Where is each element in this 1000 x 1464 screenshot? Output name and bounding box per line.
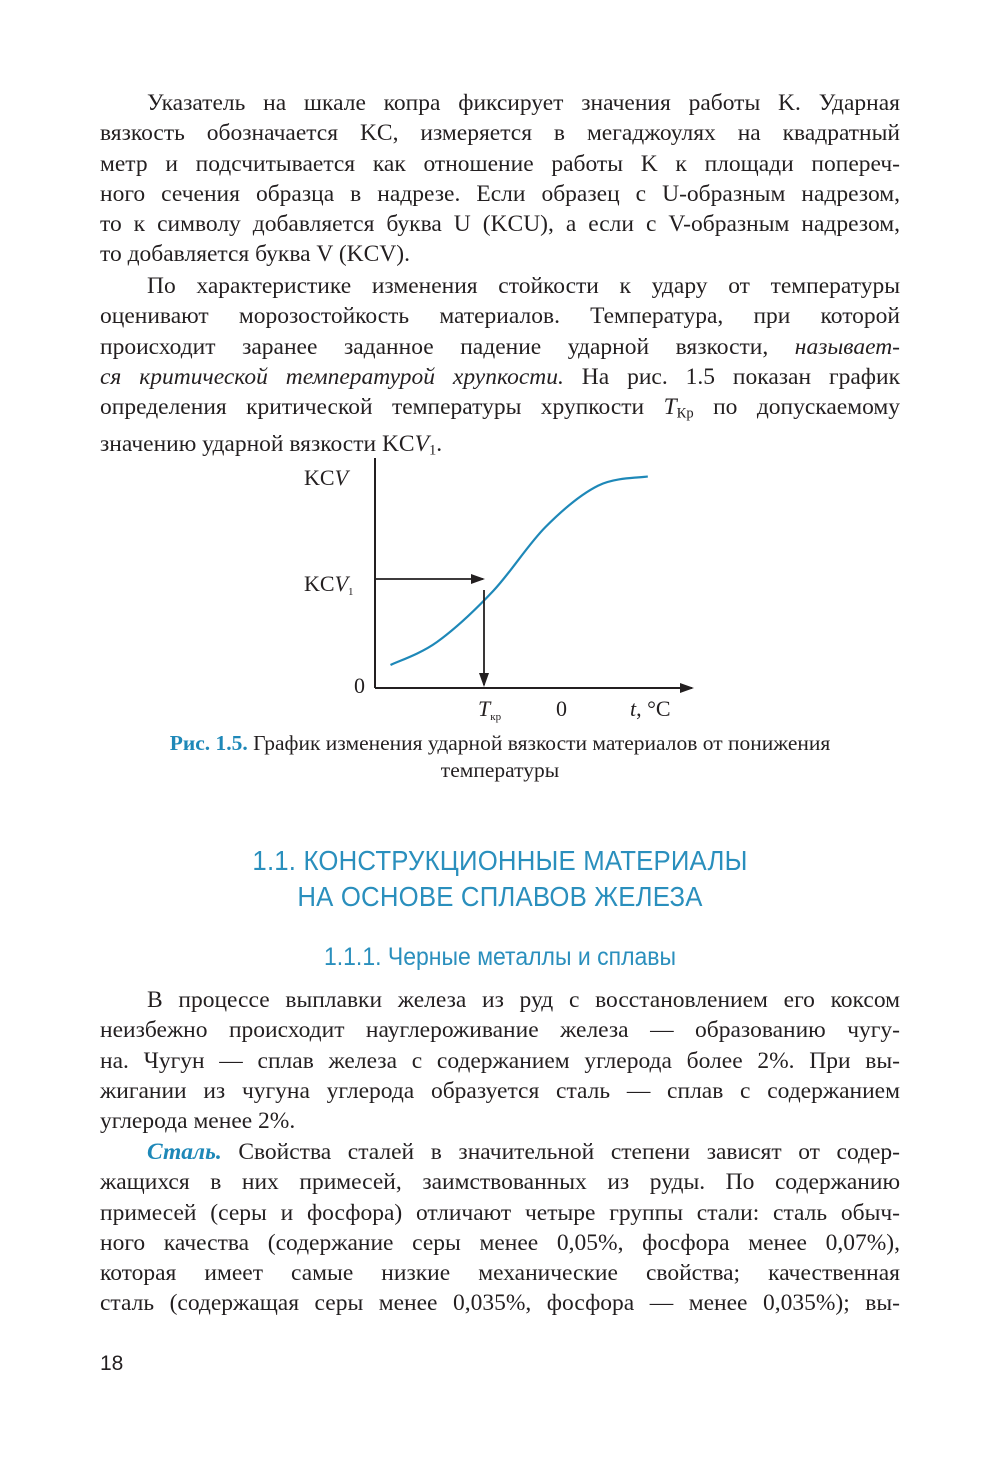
section-heading	[132, 843, 868, 915]
text-line	[100, 1137, 900, 1167]
text-line: жащихся в них примесей, заимствованных из руды. По содержанию	[100, 1169, 900, 1196]
text-line	[100, 362, 900, 392]
paragraph-smelting	[100, 985, 900, 1136]
text-fragment: определения критической температуры хрупкости	[100, 394, 664, 421]
term-steel: Сталь.	[147, 1139, 222, 1165]
text-line: В процессе выплавки железа из руд с восстановлением его коксом	[147, 987, 900, 1013]
subscript: Кр	[676, 405, 694, 422]
text-line: вязкость обозначается KC, измеряется в мегаджоулях на квадратный	[100, 120, 900, 147]
caption-text: График изменения ударной вязкости материалов от понижения	[247, 731, 831, 755]
kcv1-label: KCV1	[304, 571, 354, 598]
figure-caption	[100, 730, 900, 784]
paragraph-impact-toughness	[100, 88, 900, 270]
origin-label: 0	[354, 673, 365, 698]
toughness-curve	[391, 476, 648, 665]
text-line: сталь (содержащая серы менее 0,035%, фосфора — менее 0,035%); вы-	[100, 1290, 900, 1317]
figure-impact-toughness-chart	[290, 455, 710, 730]
figure-label: Рис. 1.5.	[169, 731, 248, 755]
text-fragment: Свойства сталей в значительной степени зависят от содер-	[221, 1139, 900, 1165]
italic-term: ся критической температурой хрупкости.	[100, 363, 564, 390]
page-number: 18	[100, 1352, 124, 1375]
text-line: ного сечения образца в надрезе. Если образец с U-образным надрезом,	[100, 180, 900, 207]
text-line: ного качества (содержание серы менее 0,05%, фосфора менее 0,07%),	[100, 1229, 900, 1256]
subscript: 1	[428, 442, 437, 459]
symbol-t: T	[663, 394, 677, 421]
section-heading-line: НА ОСНОВЕ СПЛАВОВ ЖЕЛЕЗА	[297, 881, 703, 912]
x-axis-label: t, °C	[630, 696, 671, 721]
italic-term: называет-	[794, 333, 900, 360]
text-line: метр и подсчитывается как отношение работы K к площади попереч-	[100, 150, 900, 177]
text-line	[100, 392, 900, 429]
chart-svg	[290, 455, 710, 730]
text-line: неизбежно происходит науглероживание железа — образованию чугу-	[100, 1017, 900, 1044]
t-kr-label: Tкр	[478, 696, 502, 723]
section-heading-line: 1.1. КОНСТРУКЦИОННЫЕ МАТЕРИАЛЫ	[252, 845, 748, 876]
text-line: которая имеет самые низкие механические свойства; качественная	[100, 1260, 900, 1287]
text-fragment: .	[436, 431, 443, 458]
text-line: оценивают морозостойкость материалов. Температура, при которой	[100, 303, 900, 330]
text-line: примесей (серы и фосфора) отличают четыре группы стали: сталь обыч-	[100, 1199, 900, 1226]
caption-text-2: температуры	[440, 758, 560, 782]
x-zero-label: 0	[556, 696, 567, 721]
symbol-v: V	[414, 431, 429, 458]
paragraph-steel	[100, 1137, 900, 1319]
text-line: то к символу добавляется буква U (KCU), а если с V-образным надрезом,	[100, 211, 900, 238]
paragraph-cold-resistance	[100, 271, 900, 466]
subsection-heading: 1.1.1. Черные металлы и сплавы	[323, 943, 677, 971]
text-line: углерода менее 2%.	[100, 1108, 296, 1135]
text-line: Указатель на шкале копра фиксирует значения работы K. Ударная	[147, 90, 900, 116]
y-axis-label: KCV	[304, 465, 349, 490]
text-line: жигании из чугуна углерода образуется сталь — сплав с содержанием	[100, 1077, 900, 1104]
text-fragment: значению ударной вязкости KC	[100, 431, 415, 458]
text-fragment: На рис. 1.5 показан график	[563, 363, 900, 390]
text-line: По характеристике изменения стойкости к удару от температуры	[147, 273, 900, 299]
text-line: то добавляется буква V (KCV).	[100, 241, 410, 268]
text-fragment: происходит заранее заданное падение ударной вязкости,	[100, 333, 795, 360]
text-fragment: по допускаемому	[693, 394, 900, 421]
text-line	[100, 332, 900, 362]
text-line: на. Чугун — сплав железа с содержанием углерода более 2%. При вы-	[100, 1047, 900, 1074]
